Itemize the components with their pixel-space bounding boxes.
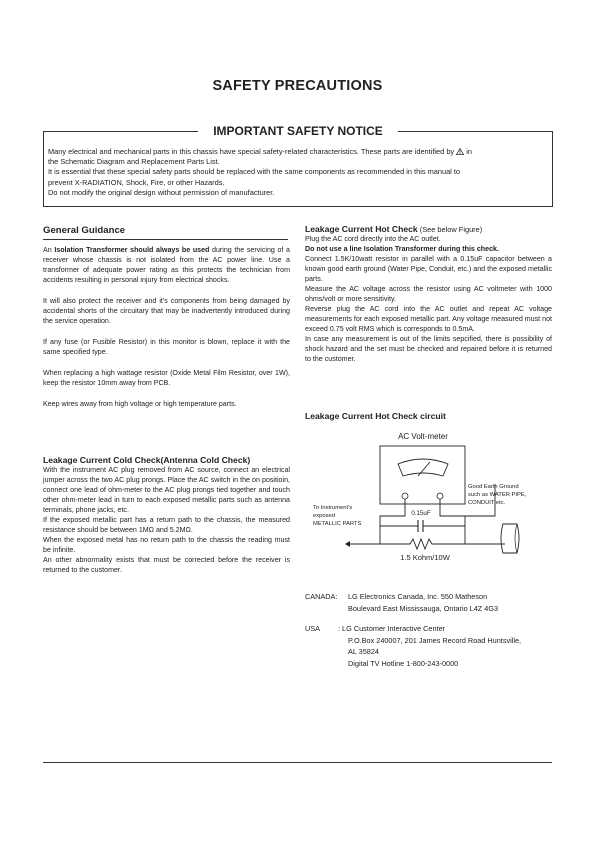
address-line: P.O.Box 240007, 201 James Record Road Huntsville,: [348, 635, 522, 645]
paragraph: Keep wires away from high voltage or high temperature parts.: [43, 400, 237, 408]
paragraph: When the exposed metal has no return path to the chassis the reading must be infinite.: [43, 536, 290, 554]
earth-label: Good Earth Ground: [468, 484, 519, 490]
address-line: LG Electronics Canada, Inc. 550 Matheson: [348, 592, 488, 601]
paragraph: When replacing a high wattage resistor (Oxide Metal Film Resistor, over 1W), keep the resistor 10mm away from PCB.: [43, 369, 290, 387]
hot-check-title-sub: (See below Figure): [417, 225, 483, 234]
meter-needle: [418, 462, 430, 476]
paragraph: With the instrument AC plug removed from AC source, connect an electrical jumper across the two AC plug prongs. Place the AC switch in the on positioin, connect one lead of ohm-meter to the AC plug prongs tied together and touch other ohm-meter lead in turn to each exposed metallic parts such as antenna terminals, phone jacks, etc.: [43, 466, 290, 514]
notice-line: the Schematic Diagram and Replacement Parts List.: [48, 157, 220, 167]
resistor-label: 1.5 Kohm/10W: [400, 553, 450, 562]
arrow-left-icon: [345, 541, 350, 547]
paragraph: Connect 1.5K/10watt resistor in parallel with a 0.15uF capacitor between a known good earth ground (Water Pipe, Conduit, etc.) and the exposed metallic parts.: [305, 255, 552, 283]
paragraph: It will also protect the receiver and it's components from being damaged by accidental shorts of the circuitary that may be inadvertently introduced during the service operation.: [43, 297, 290, 325]
notice-line: in: [466, 147, 473, 156]
paragraph: Reverse plug the AC cord into the AC outlet and repeat AC voltage measurements for each exposed metallic part. Any voltage measured must not exceed 0.75 volt RMS which is corresponds to 0.5mA.: [305, 305, 552, 333]
cold-check-text: [43, 465, 290, 575]
canada-label: CANADA:: [305, 592, 338, 601]
paragraph: An other abnormality exists that must be corrected before the receiver is returned to the customer.: [43, 556, 290, 574]
meter-dial: [398, 459, 448, 476]
general-guidance-title: General Guidance: [43, 225, 126, 236]
voltmeter-box: [380, 446, 465, 504]
cold-check-title: Leakage Current Cold Check(Antenna Cold Check): [43, 455, 251, 465]
notice-line: Many electrical and mechanical parts in this chassis have special safety-related characteristics. These parts are identified by: [48, 147, 455, 156]
terminal-right: [437, 493, 443, 499]
footer-rule: [43, 762, 552, 763]
warning-triangle-icon: [456, 148, 464, 155]
notice-title: IMPORTANT SAFETY NOTICE: [198, 124, 398, 138]
page-title: SAFETY PRECAUTIONS: [212, 78, 383, 94]
paragraph: If any fuse (or Fusible Resistor) in this monitor is blown, replace it with the same specified type.: [43, 338, 290, 356]
notice-top-rule-right: [396, 131, 552, 132]
text: An: [43, 246, 55, 254]
pipe-edge: [515, 524, 517, 553]
paragraph: If the exposed metallic part has a return path to the chassis, the measured resistance should be between 1MΩ and 5.2MΩ.: [43, 516, 290, 534]
instrument-label: exposed: [313, 513, 335, 519]
resistor: [380, 539, 465, 549]
address-line: AL 35824: [348, 647, 379, 656]
usa-address: [338, 623, 522, 669]
paragraph: Measure the AC voltage across the resistor using AC voltmeter with 1000 ohms/volt or more sensitivity.: [305, 285, 552, 303]
earth-label: CONDUIT etc.: [468, 500, 506, 506]
instrument-label: METALLIC PARTS: [313, 521, 362, 527]
address-line: Boulevard East Mississauga, Ontario L4Z 4G3: [348, 603, 499, 613]
notice-top-rule-left: [43, 131, 200, 132]
section-rule: [43, 239, 288, 240]
notice-line: It is essential that these special safety parts should be replaced with the same components as recommended in this manual to: [48, 167, 461, 177]
text-bold: Do not use a line Isolation Transformer during this check.: [305, 245, 499, 253]
notice-line: prevent X-RADIATION, Shock, Fire, or other Hazards.: [48, 177, 225, 187]
usa-label: USA: [305, 624, 321, 633]
instrument-label: To Instrument's: [313, 505, 353, 511]
text-bold: Isolation Transformer should always be used: [54, 246, 210, 254]
cap-label: 0.15uF: [411, 510, 431, 517]
hot-check-title: [305, 224, 482, 234]
hot-check-title-text: Leakage Current Hot Check: [305, 224, 418, 234]
address-line: : LG Customer Interactive Center: [338, 624, 446, 633]
terminal-left: [402, 493, 408, 499]
paragraph: Plug the AC cord directly into the AC outlet.: [305, 235, 441, 243]
earth-label: such as WATER PIPE,: [468, 492, 527, 498]
circuit-title: Leakage Current Hot Check circuit: [305, 411, 446, 421]
address-line: Digital TV Hotline 1-800-243-0000: [348, 658, 459, 668]
notice-line: Do not modify the original design without permission of manufacturer.: [48, 187, 275, 197]
hot-check-circuit-diagram: [305, 426, 555, 566]
meter-label: AC Volt-meter: [398, 432, 448, 441]
hot-check-text: [305, 234, 552, 364]
text: during the servicing of a receiver whose chassis is not isolated from the AC power line. Use a transformer of adequate power rating as this protects the technician from accidents resulting in personal injury from electrical shocks.: [43, 246, 290, 284]
canada-address: [348, 591, 498, 614]
notice-text: [48, 147, 548, 198]
paragraph: In case any measurement is out of the limits sepcified, there is possibility of shock hazard and the set must be checked and repaired before it is returned to the customer.: [305, 335, 552, 363]
general-guidance-text: [43, 245, 290, 420]
